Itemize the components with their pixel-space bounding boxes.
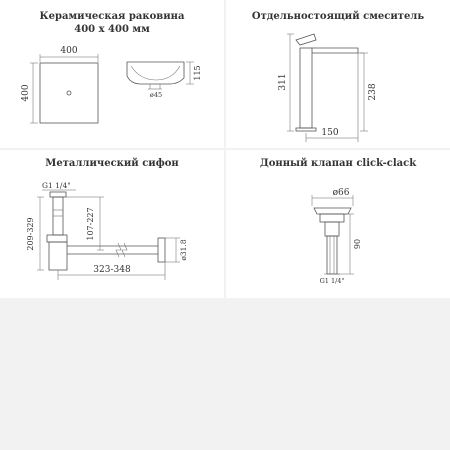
siphon-thread-dim: G1 1/4": [42, 181, 71, 190]
valve-diameter-dim: ø66: [332, 188, 350, 198]
sink-height-dim: 400: [21, 84, 31, 102]
valve-tail: [327, 236, 337, 274]
mixer-total-height-dim: 311: [278, 73, 288, 91]
siphon-length-dim: 323-348: [93, 265, 131, 275]
mixer-spout: [312, 48, 358, 53]
siphon-panel: [0, 150, 224, 298]
mixer-reach-dim: 150: [321, 128, 339, 138]
mixer-body: [300, 48, 312, 128]
sink-width-dim: 400: [60, 46, 78, 56]
sink-panel: [0, 0, 224, 148]
mixer-lever: [296, 34, 316, 45]
valve-thread-dim: G1 1/4": [319, 277, 345, 285]
sink-drawing: [0, 0, 224, 148]
valve-cap: [314, 208, 351, 214]
valve-drawing: [226, 150, 450, 298]
siphon-wall-flange: [158, 238, 165, 262]
siphon-height-dim: 209-329: [26, 217, 35, 251]
siphon-drawing: [0, 150, 224, 298]
sink-drain-hole: [67, 91, 71, 95]
sink-size-label: 400 x 400 мм: [74, 24, 150, 35]
valve-title: Донный клапан click-clack: [259, 158, 417, 169]
siphon-bottle: [49, 242, 67, 270]
siphon-upper-dim: 107-227: [86, 207, 95, 241]
siphon-pipe-dim: ø31.8: [179, 239, 188, 261]
valve-height-dim: 90: [353, 238, 362, 250]
sink-top-view: [40, 63, 98, 123]
valve-body: [325, 222, 339, 236]
siphon-title: Металлический сифон: [45, 158, 179, 169]
valve-panel: [226, 150, 450, 298]
mixer-panel: [226, 0, 450, 148]
sink-drain-dim: ø45: [149, 91, 163, 99]
mixer-spout-height-dim: 238: [368, 83, 378, 101]
sink-title: Керамическая раковина: [39, 11, 185, 22]
sink-side-height-dim: 115: [193, 65, 202, 81]
sink-side-view: [127, 62, 184, 84]
mixer-title: Отдельностоящий смеситель: [251, 11, 425, 22]
mixer-drawing: [226, 0, 450, 148]
